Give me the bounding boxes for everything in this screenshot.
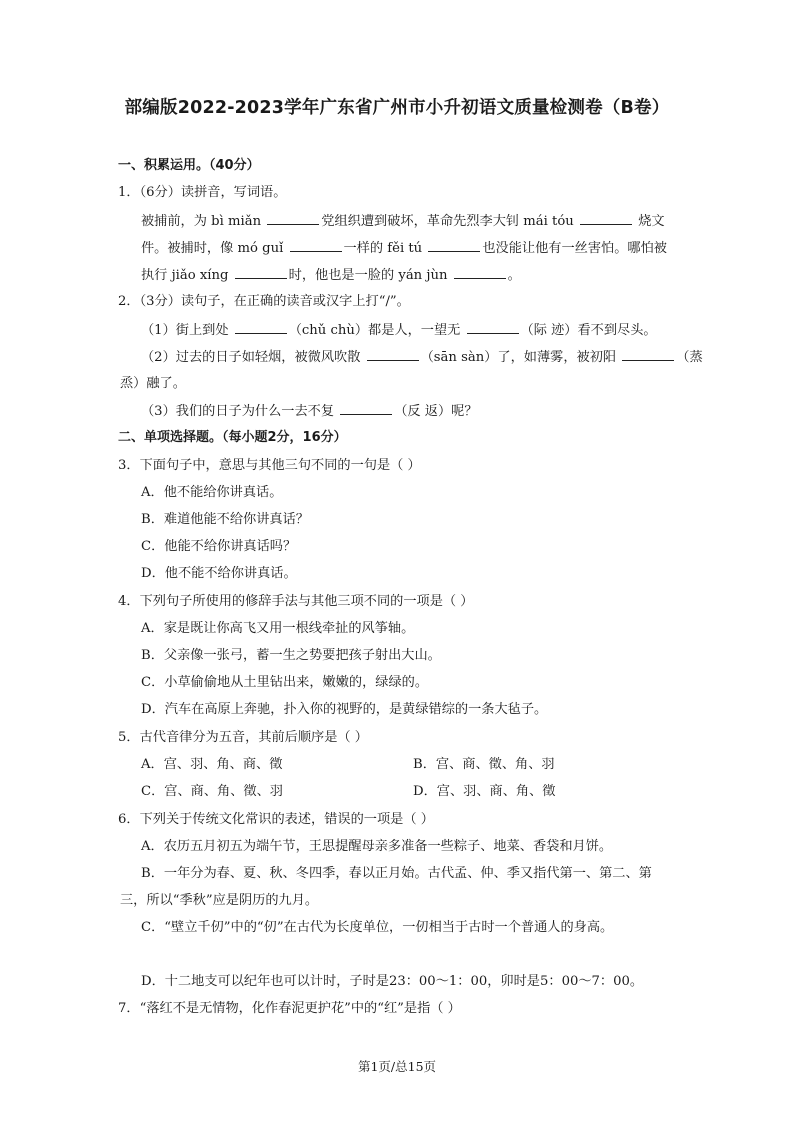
- question-1-line-3: [141, 266, 521, 285]
- question-1-line-1: [141, 212, 665, 231]
- answer-blank: [267, 212, 319, 225]
- q1-text: 烧文: [638, 214, 665, 229]
- q2-text: （1）街上到处: [141, 323, 229, 338]
- answer-blank: [235, 266, 287, 279]
- question-6-option-c: C．“壁立千仞”中的“仞”在古代为长度单位，一仞相当于古时一个普通人的身高。: [141, 920, 614, 935]
- question-4-option-b: B．父亲像一张弓，蓄一生之势要把孩子射出大山。: [141, 648, 441, 663]
- answer-blank: [454, 266, 506, 279]
- question-6-option-d: D．十二地支可以纪年也可以计时，子时是23：00～1：00，卯时是5：00～7：00。: [141, 974, 644, 989]
- question-5-stem: 5．古代音律分为五音，其前后顺序是（ ）: [118, 730, 368, 745]
- question-2-sentence-3: [141, 402, 478, 421]
- question-2-stem: 2．（3分）读句子，在正确的读音或汉字上打“/”。: [118, 294, 410, 309]
- question-3-option-d: D．他不能不给你讲真话。: [141, 566, 297, 581]
- question-7-stem: 7．“落红不是无情物，化作春泥更护花”中的“红”是指（ ）: [118, 1001, 461, 1016]
- answer-blank: [235, 321, 287, 334]
- q1-text: 。: [507, 268, 521, 283]
- question-4-option-c: C．小草偷偷地从土里钻出来，嫩嫩的，绿绿的。: [141, 675, 429, 690]
- question-3-option-b: B．难道他能不给你讲真话？: [141, 512, 309, 527]
- q1-text: 党组织遭到破坏，革命先烈李大钊 mái tóu: [321, 214, 574, 229]
- question-5-option-c: C．宫、商、角、徵、羽: [141, 784, 283, 799]
- q1-text: 执行 jiǎo xíng: [141, 268, 229, 283]
- page-title: 部编版2022-2023学年广东省广州市小升初语文质量检测卷（B卷）: [124, 98, 670, 118]
- question-3-option-a: A．他不能给你讲真话。: [141, 485, 283, 500]
- q1-text: 被捕前，为 bì miǎn: [141, 214, 262, 229]
- answer-blank: [290, 239, 342, 252]
- question-6-option-a: A．农历五月初五为端午节，王思提醒母亲多准备一些粽子、地菜、香袋和月饼。: [141, 839, 613, 854]
- answer-blank: [340, 402, 392, 415]
- question-4-option-d: D．汽车在高原上奔驰，扑入你的视野的，是黄绿错综的一条大毡子。: [141, 702, 548, 717]
- q2-text: （际 迹）看不到尽头。: [520, 323, 657, 338]
- q1-text: 件。被捕时，像 mó guǐ: [141, 241, 284, 256]
- question-1-stem: 1．（6分）读拼音，写词语。: [118, 185, 287, 200]
- question-3-stem: 3．下面句子中，意思与其他三句不同的一句是（ ）: [118, 458, 421, 473]
- question-6-stem: 6．下列关于传统文化常识的表述，错误的一项是（ ）: [118, 812, 434, 827]
- page-footer: 第1页/总15页: [357, 1059, 437, 1074]
- question-3-option-c: C．他能不给你讲真话吗？: [141, 539, 297, 554]
- answer-blank: [428, 239, 480, 252]
- q2-text: （sān sàn）了，如薄雾，被初阳: [420, 350, 617, 365]
- question-4-option-a: A．家是既让你高飞又用一根线牵扯的风筝轴。: [141, 621, 415, 636]
- question-4-stem: 4．下列句子所使用的修辞手法与其他三项不同的一项是（ ）: [118, 594, 474, 609]
- answer-blank: [580, 212, 632, 225]
- q2-text: （chǔ chù）都是人，一望无: [288, 323, 461, 338]
- q1-text: 一样的 fěi tú: [343, 241, 423, 256]
- question-5-option-b: B．宫、商、徵、角、羽: [413, 757, 555, 772]
- answer-blank: [467, 321, 519, 334]
- question-5-option-d: D．宫、羽、商、角、徵: [413, 784, 556, 799]
- q2-text: （蒸: [676, 350, 703, 365]
- q2-text: （3）我们的日子为什么一去不复: [141, 404, 335, 419]
- question-2-sentence-2-cont: 烝）融了。: [120, 376, 186, 391]
- answer-blank: [622, 348, 674, 361]
- question-2-sentence-1: [141, 321, 657, 340]
- question-6-option-b-cont: 三，所以“季秋”应是阴历的九月。: [120, 893, 319, 908]
- question-1-line-2: [141, 239, 667, 258]
- question-6-option-b: B．一年分为春、夏、秋、冬四季，春以正月始。古代孟、仲、季又指代第一、第二、第: [141, 866, 652, 881]
- section-heading-1: 一、积累运用。（40分）: [118, 158, 260, 173]
- q1-text: 时，他也是一脸的 yán jùn: [288, 268, 448, 283]
- question-2-sentence-2: [141, 348, 703, 367]
- q2-text: （2）过去的日子如轻烟，被微风吹散: [141, 350, 361, 365]
- section-heading-2: 二、单项选择题。（每小题2分，16分）: [118, 430, 347, 445]
- q1-text: 也没能让他有一丝害怕。哪怕被: [482, 241, 667, 256]
- answer-blank: [367, 348, 419, 361]
- q2-text: （反 返）呢？: [394, 404, 478, 419]
- question-5-option-a: A．宫、羽、角、商、徵: [141, 757, 283, 772]
